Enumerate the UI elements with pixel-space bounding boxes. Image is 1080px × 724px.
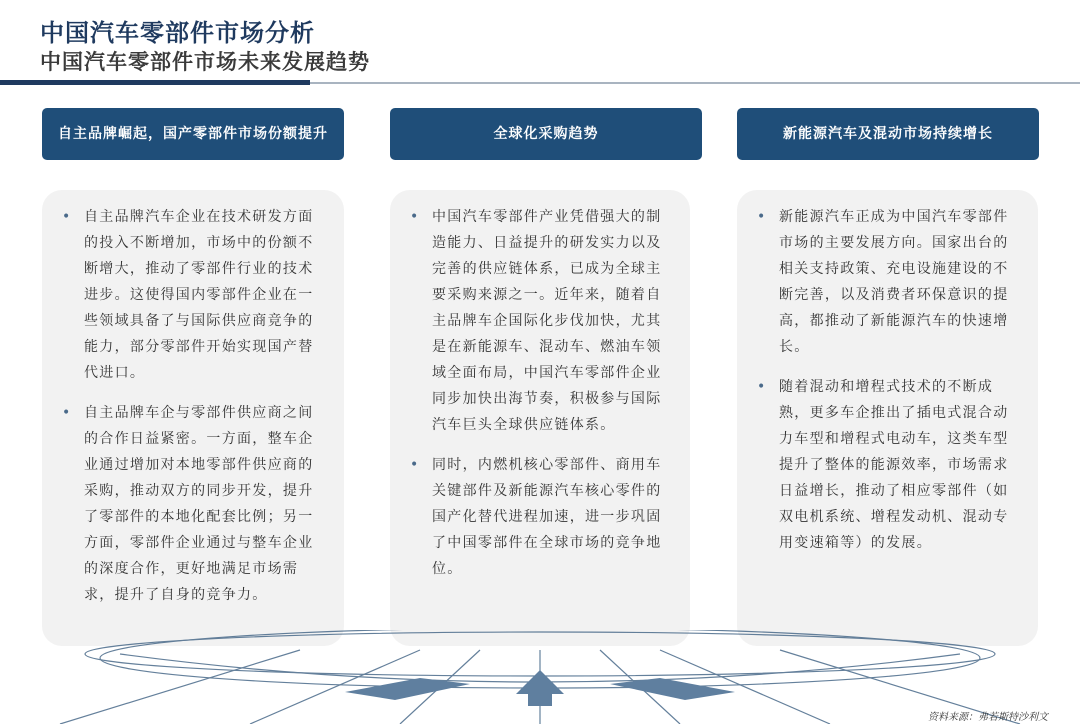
bullet-dot-icon: •	[410, 209, 420, 225]
bullet-text: 自主品牌汽车企业在技术研发方面的投入不断增加，市场中的份额不断增大，推动了零部件行业的技术进步。这使得国内零部件企业在一些领域具备了与国际供应商竞争的能力，部分零部件开始实现国产替代进口。	[84, 209, 314, 381]
bullet-dot-icon: •	[757, 209, 767, 225]
column-heading-global-sourcing: 全球化采购趋势	[390, 108, 702, 160]
road-arrows-graphic	[0, 630, 1080, 724]
list-item	[410, 204, 670, 438]
bullet-dot-icon: •	[62, 209, 72, 225]
column-heading-domestic-brands: 自主品牌崛起，国产零部件市场份额提升	[42, 108, 344, 160]
page-title: 中国汽车零部件市场分析	[40, 18, 315, 47]
bullet-text: 同时，内燃机核心零部件、商用车关键部件及新能源汽车核心零件的国产化替代进程加速，进一步巩固了中国零部件在全球市场的竞争地位。	[432, 457, 662, 577]
bullet-text: 随着混动和增程式技术的不断成熟，更多车企推出了插电式混合动力车型和增程式电动车，这类车型提升了整体的能源效率，市场需求日益增长，推动了相应零部件（如双电机系统、增程发动机、混动专用变速箱等）的发展。	[779, 379, 1009, 551]
list-item	[62, 400, 324, 608]
page-subtitle: 中国汽车零部件市场未来发展趋势	[40, 49, 370, 74]
bullet-list	[410, 204, 670, 582]
bullet-dot-icon: •	[757, 379, 767, 395]
list-item	[757, 374, 1018, 556]
bullet-list	[757, 204, 1018, 556]
list-item	[410, 452, 670, 582]
list-item	[62, 204, 324, 386]
bullet-text: 中国汽车零部件产业凭借强大的制造能力、日益提升的研发实力以及完善的供应链体系，已成为全球主要采购来源之一。近年来，随着自主品牌车企国际化步伐加快，尤其是在新能源车、混动车、燃油车领域全面布局，中国汽车零部件企业同步加快出海节奏，积极参与国际汽车巨头全球供应链体系。	[432, 209, 662, 433]
bullet-list	[62, 204, 324, 608]
bullet-dot-icon: •	[62, 405, 72, 421]
list-item	[757, 204, 1018, 360]
bullet-text: 新能源汽车正成为中国汽车零部件市场的主要发展方向。国家出台的相关支持政策、充电设施建设的不断完善，以及消费者环保意识的提高，都推动了新能源汽车的快速增长。	[779, 209, 1009, 355]
column-heading-nev-hybrid: 新能源汽车及混动市场持续增长	[737, 108, 1039, 160]
panel-nev-hybrid	[737, 190, 1038, 646]
bullet-dot-icon: •	[410, 457, 420, 473]
panel-domestic-brands	[42, 190, 344, 646]
title-rule-thin	[310, 82, 1080, 84]
title-rule-thick	[0, 80, 310, 85]
bullet-text: 自主品牌车企与零部件供应商之间的合作日益紧密。一方面，整车企业通过增加对本地零部件供应商的采购，推动双方的同步开发，提升了零部件的本地化配套比例；另一方面，零部件企业通过与整车企业的深度合作，更好地满足市场需求，提升了自身的竞争力。	[84, 405, 314, 603]
source-note: 资料来源：弗若斯特沙利文	[928, 712, 1048, 723]
panel-global-sourcing	[390, 190, 690, 646]
